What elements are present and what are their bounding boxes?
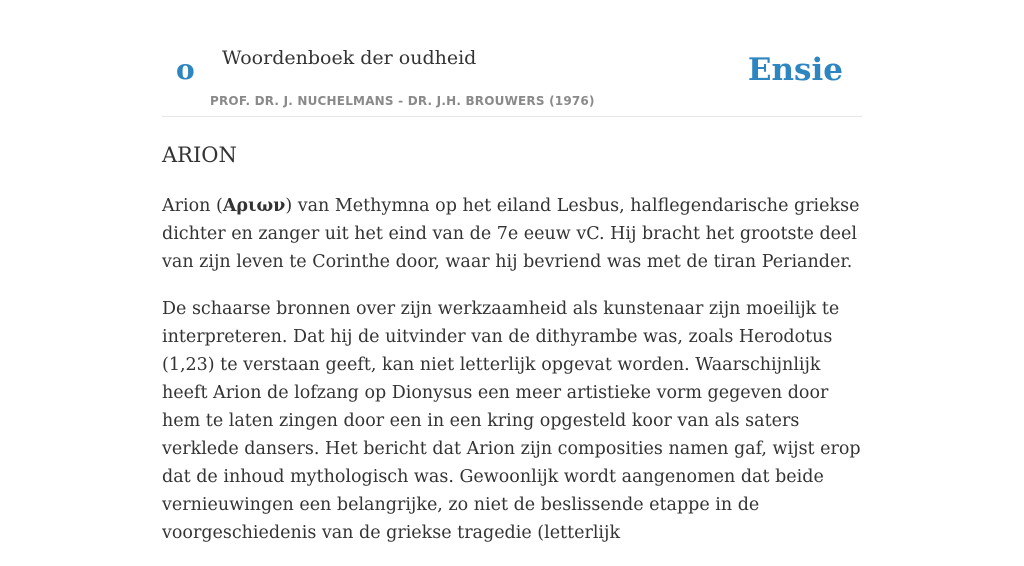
entry-title: ARION <box>162 143 237 167</box>
paragraph-text: Arion ( <box>162 196 223 216</box>
entry-paragraph-2: De schaarse bronnen over zijn werkzaamheid als kunstenaar zijn moeilijk te interpreteren. Dat hij de uitvinder van de dithyrambe was, zoals Herodotus (1,23) te verstaan geeft, kan niet letterlijk opgevat worden. Waarschijnlijk heeft Arion de lofzang op Dionysus een meer artistieke vorm gegeven door hem te laten zingen door een in een kring opgesteld koor van als saters verklede dansers. Het bericht dat Arion zijn composities namen gaf, wijst erop dat de inhoud mythologisch was. Gewoonlijk wordt aangenomen dat beide vernieuwingen een belangrijke, zo niet de beslissende etappe in de voorgeschiedenis van de griekse tragedie (letterlijk <box>162 299 861 543</box>
ensie-logo-link[interactable]: Ensie <box>747 52 843 88</box>
paragraph-text: ) van Methymna op het eiland Lesbus, halflegendarische griekse dichter en zanger uit het eind van de 7e eeuw vC. Hij bracht het grootste deel van zijn leven te Corinthe door, waar hij bevriend was met de tiran Periander. <box>162 196 860 272</box>
index-letter-link[interactable]: o <box>176 53 195 86</box>
entry-content <box>162 138 862 566</box>
greek-name: Αριων <box>222 196 286 216</box>
entry-paragraph-1 <box>162 192 862 276</box>
book-title: Woordenboek der oudheid <box>222 47 477 69</box>
book-header <box>162 0 862 117</box>
book-authors: PROF. DR. J. NUCHELMANS - DR. J.H. BROUWERS (1976) <box>210 94 595 108</box>
